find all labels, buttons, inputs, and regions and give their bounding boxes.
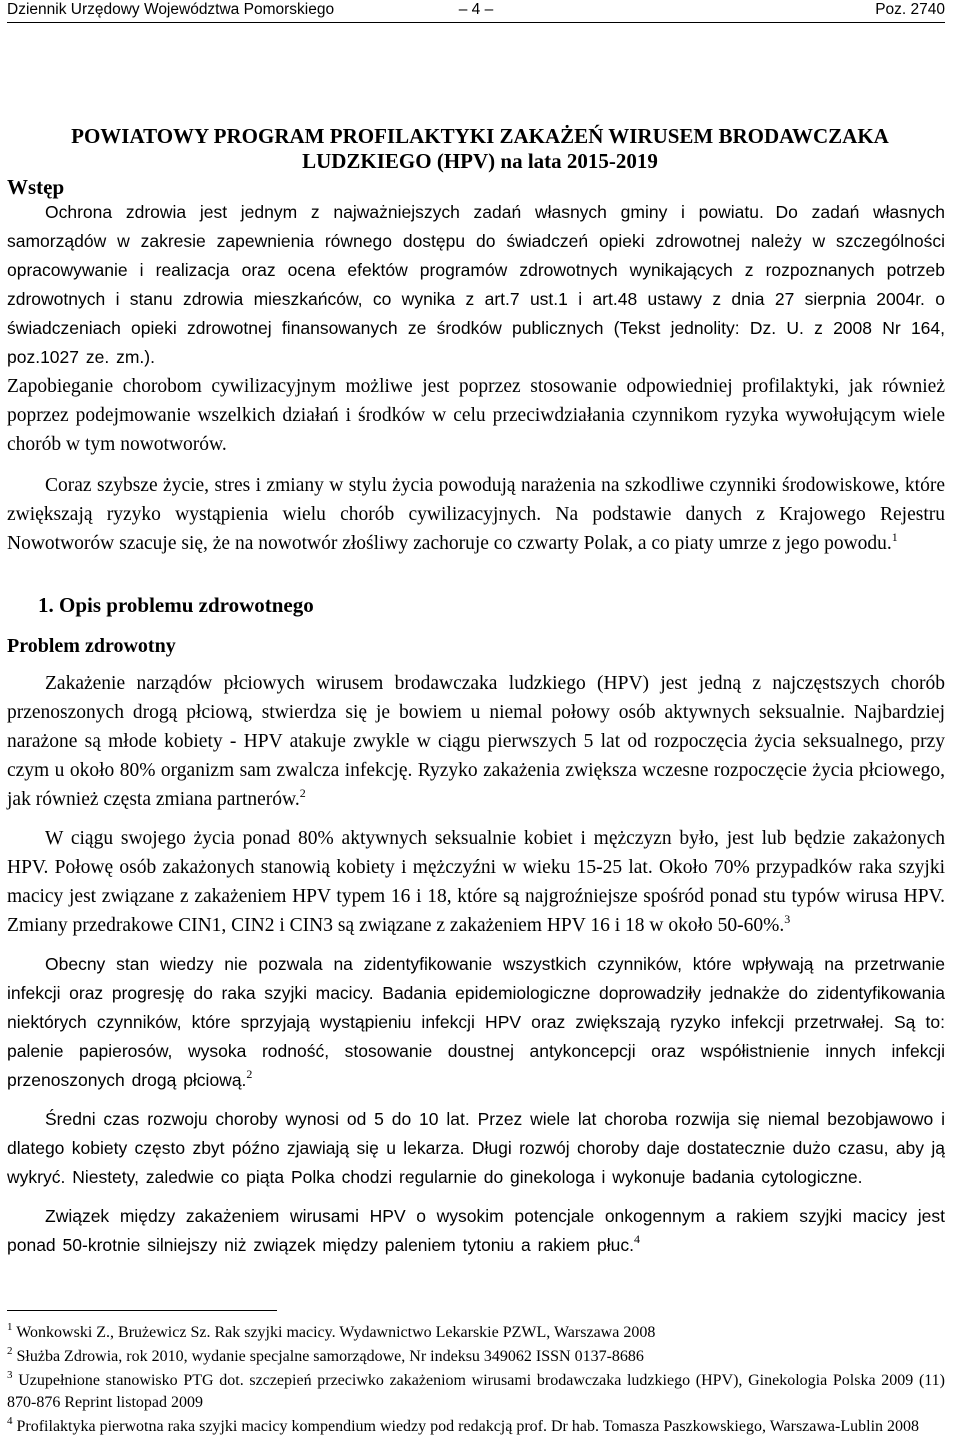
intro-section (7, 186, 945, 558)
footnote-text: Służba Zdrowia, rok 2010, wydanie specjalne samorządowe, Nr indeksu 349062 ISSN 0137-8686 (16, 1348, 644, 1365)
footnote-item (7, 1370, 945, 1414)
footnote-number: 1 (7, 1321, 13, 1333)
intro-paragraph-2 (7, 471, 945, 558)
footnote-ref[interactable]: 1 (891, 530, 898, 544)
problem-paragraph-2-text: W ciągu swojego życia ponad 80% aktywnych seksualnie kobiet i mężczyzn było, jest lub będzie zakażonych HPV. Połowę osób zakażonych stanowią kobiety i mężczyźni w wieku 15-25 lat. Około 70% przypadków raka szyjki macicy jest związane z zakażeniem HPV typem 16 i 18, które są najgroźniejsze spośród ponad stu typów wirusa HPV. Zmiany przedrakowe CIN1, CIN2 i CIN3 są związane z zakażeniem HPV 16 i 18 w około 50-60%. (7, 828, 945, 936)
page-number: – 4 – (458, 1, 494, 18)
problem-paragraph-1 (7, 669, 945, 814)
footnote-ref[interactable]: 3 (784, 912, 791, 926)
footnote-item (7, 1346, 945, 1368)
journal-name: Dziennik Urzędowy Województwa Pomorskiego (7, 1, 335, 18)
title-line-2: LUDZKIEGO (HPV) na lata 2015-2019 (302, 149, 658, 173)
problem-paragraph-3 (7, 950, 945, 1095)
page-header (7, 0, 945, 23)
footnote-ref[interactable]: 2 (299, 786, 306, 800)
problem-paragraph-1-text: Zakażenie narządów płciowych wirusem brodawczaka ludzkiego (HPV) jest jedną z najczęstszych chorób przenoszonych drogą płciową, stwierdza się je bowiem u niemal połowy osób aktywnych seksualnie. Najbardziej narażone są młode kobiety - HPV atakuje zwykle w ciągu pierwszych 5 lat od rozpoczęcia życia seksualnego, przy czym u około 80% organizm sam zwalcza infekcję. Ryzyko zakażenia zwiększa wczesne rozpoczęcie życia płciowego, jak również częsta zmiana partnerów. (7, 673, 945, 810)
footnote-number: 3 (7, 1369, 13, 1381)
problem-paragraph-5-text: Związek między zakażeniem wirusami HPV o wysokim potencjale onkogennym a rakiem szyjki macicy jest ponad 50-krotnie silniejszy niż związek między paleniem tytoniu a rakiem płuc. (7, 1206, 945, 1255)
problem-section (7, 669, 945, 1260)
problem-paragraph-3-text: Obecny stan wiedzy nie pozwala na zidentyfikowanie wszystkich czynników, które wpływają na przetrwanie infekcji oraz progresję do raka szyjki macicy. Badania epidemiologiczne doprowadziły jednakże do zidentyfikowania niektórych czynników, które sprzyjają wystąpieniu infekcji HPV oraz zwiększają ryzyko infekcji przetrwałej. Są to: palenie papierosów, wysoka rodność, stosowanie doustnej antykoncepcji oraz współistnienie innych infekcji przenoszonych drogą płciową. (7, 954, 945, 1090)
intro-heading: Wstęp (7, 175, 65, 199)
problem-paragraph-4-text: Średni czas rozwoju choroby wynosi od 5 do 10 lat. Przez wiele lat choroba rozwija się niemal bezobjawowo i dlatego kobiety często zbyt późno zjawiają się u lekarza. Długi rozwój choroby daje dostatecznie dużo czasu, aby ją wykryć. Niestety, zaledwie co piąta Polka chodzi regularnie do ginekologa i wykonuje badania cytologiczne. (7, 1109, 945, 1187)
footnote-item (7, 1416, 945, 1438)
problem-paragraph-2 (7, 824, 945, 940)
footnote-item (7, 1322, 945, 1344)
section-heading: 1. Opis problemu zdrowotnego (38, 593, 314, 617)
footnotes (7, 1322, 945, 1440)
footnote-text: Wonkowski Z., Brużewicz Sz. Rak szyjki macicy. Wydawnictwo Lekarskie PZWL, Warszawa 2008 (16, 1324, 656, 1341)
problem-paragraph-5 (7, 1202, 945, 1260)
footnote-number: 4 (7, 1415, 13, 1427)
footnote-text: Profilaktyka pierwotna raka szyjki macicy kompendium wiedzy pod redakcją prof. Dr hab. Tomasza Paszkowskiego, Warszawa-Lublin 2008 (16, 1418, 920, 1435)
intro-legal-basis: Do zadań własnych samorządów w zakresie zapewnienia równego dostępu do świadczeń opieki zdrowotnej należy w szczególności opracowywanie i realizacja oraz ocena efektów programów zdrowotnych wynikających z rozpoznanych potrzeb zdrowotnych i stanu zdrowia mieszkańców, co wynika z art.7 ust.1 i art.48 ustawy z dnia 27 sierpnia 2004r. o świadczeniach opieki zdrowotnej finansowanych ze środków publicznych (Tekst jednolity: Dz. U. z 2008 Nr 164, poz.1027 ze. zm.). (7, 202, 946, 367)
problem-paragraph-4 (7, 1105, 945, 1192)
footnote-ref[interactable]: 4 (633, 1232, 640, 1246)
intro-paragraph-prevention: Zapobieganie chorobom cywilizacyjnym możliwe jest poprzez stosowanie odpowiedniej profilaktyki, jak również poprzez podejmowanie wszelkich działań i środków w celu przeciwdziałania czynnikom ryzyka wywołującym wiele chorób w tym nowotworów. (7, 376, 945, 455)
title-line-1: POWIATOWY PROGRAM PROFILAKTYKI ZAKAŻEŃ WIRUSEM BRODAWCZAKA (71, 124, 889, 148)
subsection-heading: Problem zdrowotny (7, 635, 176, 657)
footnote-separator (7, 1310, 277, 1311)
intro-lead-sentence: Ochrona zdrowia jest jednym z najważniejszych zadań własnych gminy i powiatu. (45, 202, 764, 222)
footnote-ref[interactable]: 2 (246, 1067, 253, 1081)
document-title (0, 124, 960, 174)
footnote-number: 2 (7, 1345, 13, 1357)
footnote-text: Uzupełnione stanowisko PTG dot. szczepień przeciwko zakażeniom wirusami brodawczaka ludzkiego (HPV), Ginekologia Polska 2009 (11) 870-876 Reprint listopad 2009 (7, 1372, 946, 1411)
intro-paragraph-2-text: Coraz szybsze życie, stres i zmiany w stylu życia powodują narażenia na szkodliwe czynniki środowiskowe, które zwiększają ryzyko wystąpienia wielu chorób cywilizacyjnych. Na podstawie danych z Krajowego Rejestru Nowotworów szacuje się, że na nowotwór złośliwy zachoruje co czwarty Polak, a co piaty umrze z jego powodu. (7, 475, 945, 554)
intro-paragraph-1 (7, 198, 945, 372)
position-number: Poz. 2740 (875, 1, 945, 18)
